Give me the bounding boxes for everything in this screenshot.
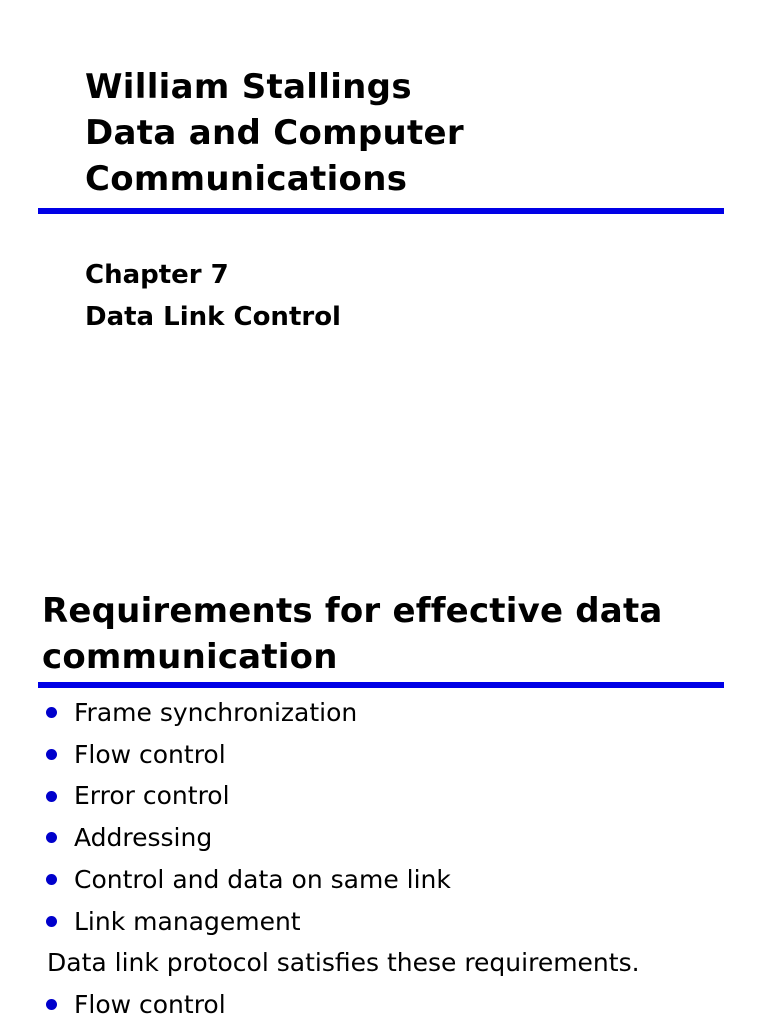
list-item [42, 859, 451, 901]
list-item-label: Control and data on same link [74, 864, 451, 894]
requirements-list [42, 692, 451, 942]
list-item-label: Flow control [74, 739, 226, 769]
chapter-number: Chapter 7 [85, 260, 229, 290]
list-item [42, 734, 451, 776]
bullet-icon [46, 749, 57, 760]
title-divider [38, 208, 724, 214]
followup-list [42, 984, 226, 1026]
title-line: Data and Computer [85, 113, 464, 153]
title-line: Communications [85, 159, 408, 199]
bullet-icon [46, 916, 57, 927]
list-item-label: Error control [74, 781, 230, 811]
list-item [42, 901, 451, 943]
bullet-icon [46, 874, 57, 885]
list-item [42, 817, 451, 859]
title-line: Requirements for effective data [42, 591, 663, 631]
list-item-label: Flow control [74, 990, 226, 1019]
summary-paragraph: Data link protocol satisfies these requirements. [47, 948, 640, 977]
bullet-icon [46, 707, 57, 718]
list-item-label: Link management [74, 906, 301, 936]
list-item-label: Frame synchronization [74, 698, 358, 727]
chapter-name: Data Link Control [85, 302, 341, 332]
list-item-label: Addressing [74, 823, 213, 853]
bullet-icon [46, 791, 57, 802]
bullet-icon [46, 832, 57, 843]
list-item [42, 692, 451, 734]
book-title [85, 64, 464, 202]
title-line: William Stallings [85, 67, 412, 107]
bullet-icon [46, 999, 57, 1010]
section-title [42, 588, 663, 680]
chapter-subtitle [85, 254, 341, 338]
list-item [42, 775, 451, 817]
title-line: communication [42, 637, 338, 677]
list-item [42, 984, 226, 1026]
section-divider [38, 682, 724, 688]
